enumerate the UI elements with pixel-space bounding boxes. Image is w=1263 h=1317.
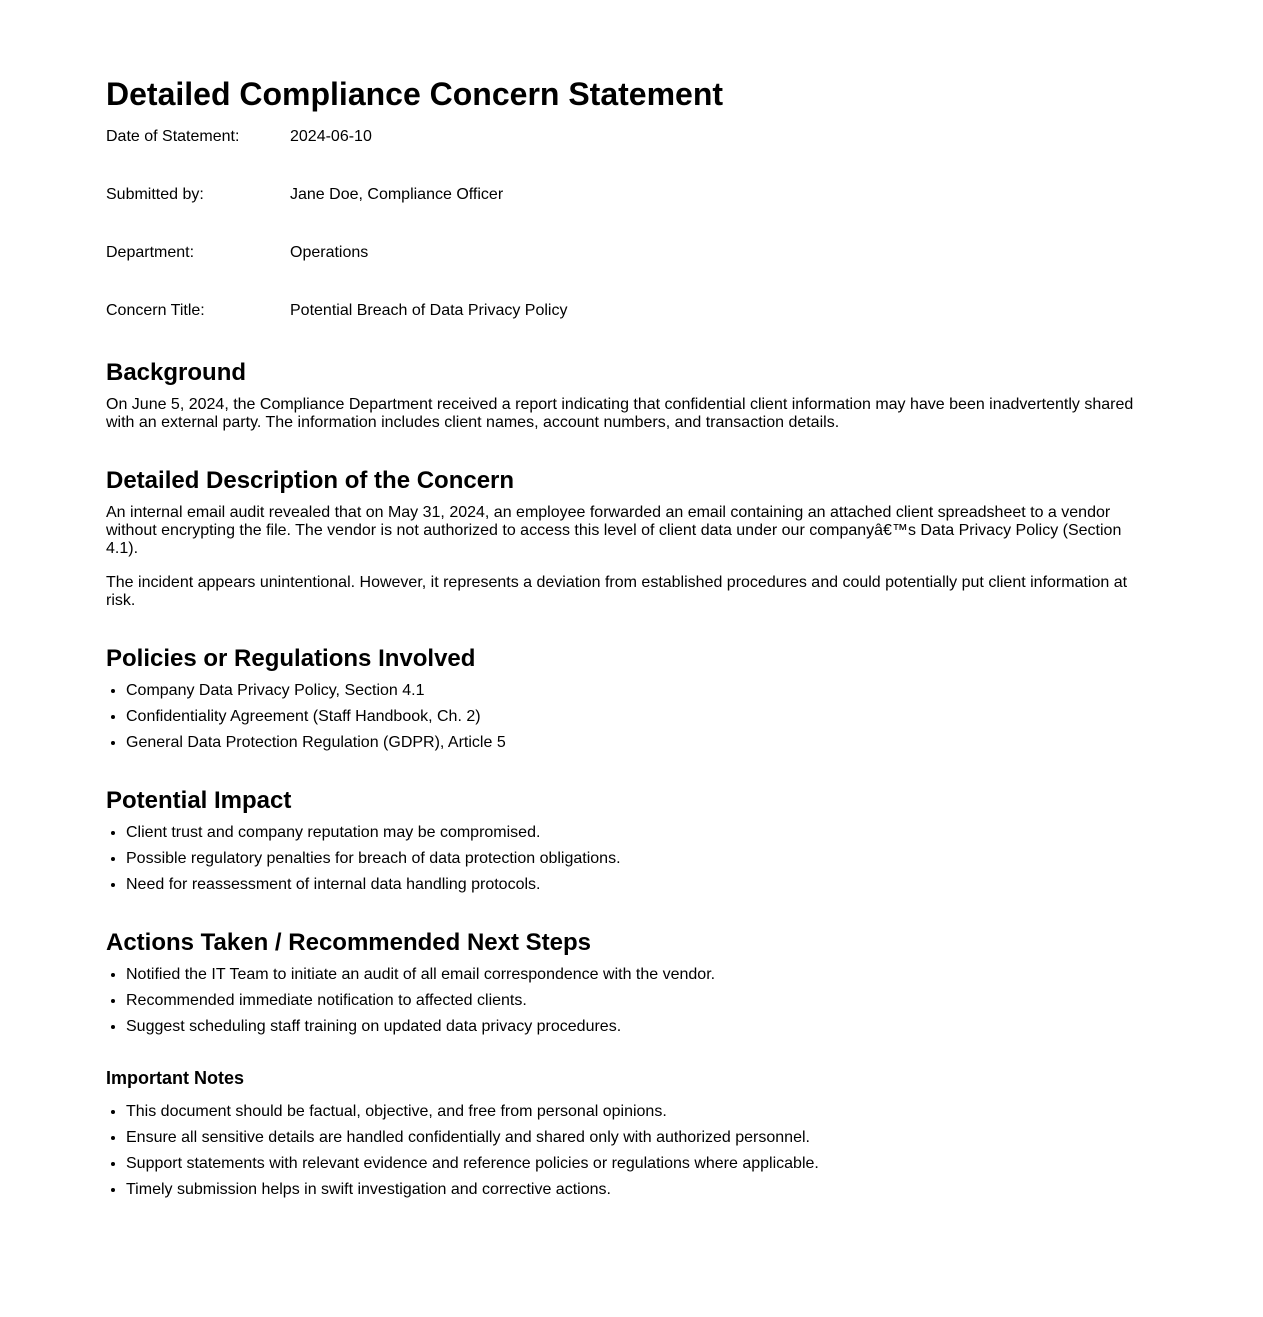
description-section	[106, 466, 1157, 610]
list-item: • Client trust and company reputation may be compromised.	[126, 824, 1157, 842]
list-item: • Notified the IT Team to initiate an audit of all email correspondence with the vendor.	[126, 966, 1157, 984]
description-paragraph: The incident appears unintentional. However, it represents a deviation from established procedures and could potentially put client information at risk.	[106, 574, 1128, 609]
meta-row-concern-title	[106, 300, 1157, 322]
section-heading: Policies or Regulations Involved	[106, 645, 476, 672]
actions-section	[106, 928, 1157, 1036]
section-heading: Actions Taken / Recommended Next Steps	[106, 929, 592, 956]
background-text: On June 5, 2024, the Compliance Department received a report indicating that confidential client information may have been inadvertently shared with an external party. The information includes client names, account numbers, and transaction details.	[106, 396, 1134, 431]
meta-value: Jane Doe, Compliance Officer	[290, 186, 504, 203]
policies-list	[106, 682, 1157, 752]
list-item: • Confidentiality Agreement (Staff Handbook, Ch. 2)	[126, 708, 1157, 726]
description-paragraph: An internal email audit revealed that on May 31, 2024, an employee forwarded an email containing an attached client spreadsheet to a vendor without encrypting the file. The vendor is not authorized to access this level of client data under our companyâ€™s Data Privacy Policy (Section 4.1).	[106, 504, 1122, 557]
list-item: • This document should be factual, objective, and free from personal opinions.	[126, 1103, 1157, 1121]
section-heading: Important Notes	[106, 1068, 245, 1088]
actions-list	[106, 966, 1157, 1036]
section-heading: Detailed Description of the Concern	[106, 467, 515, 494]
meta-label: Concern Title:	[106, 302, 205, 319]
list-item: • General Data Protection Regulation (GDPR), Article 5	[126, 734, 1157, 752]
list-item: • Need for reassessment of internal data handling protocols.	[126, 876, 1157, 894]
policies-section	[106, 644, 1157, 752]
impact-list	[106, 824, 1157, 894]
section-heading: Background	[106, 359, 247, 386]
meta-value: Operations	[290, 244, 369, 261]
meta-row-department	[106, 242, 1157, 264]
page-title: Detailed Compliance Concern Statement	[106, 76, 724, 112]
list-item: • Company Data Privacy Policy, Section 4.1	[126, 682, 1157, 700]
list-item: • Timely submission helps in swift investigation and corrective actions.	[126, 1181, 1157, 1199]
meta-label: Date of Statement:	[106, 128, 240, 145]
section-heading: Potential Impact	[106, 787, 292, 814]
notes-list	[106, 1103, 1157, 1199]
meta-row-date	[106, 126, 1157, 148]
list-item: • Support statements with relevant evidence and reference policies or regulations where applicable.	[126, 1155, 1157, 1173]
meta-label: Submitted by:	[106, 186, 204, 203]
meta-value: 2024-06-10	[290, 128, 372, 145]
statement-meta	[106, 126, 1157, 322]
list-item: • Suggest scheduling staff training on updated data privacy procedures.	[126, 1018, 1157, 1036]
meta-value: Potential Breach of Data Privacy Policy	[290, 302, 568, 319]
notes-section	[106, 1066, 1157, 1199]
impact-section	[106, 786, 1157, 894]
list-item: • Possible regulatory penalties for breach of data protection obligations.	[126, 850, 1157, 868]
list-item: • Ensure all sensitive details are handled confidentially and shared only with authorized personnel.	[126, 1129, 1157, 1147]
meta-label: Department:	[106, 244, 195, 261]
meta-row-submitted-by	[106, 184, 1157, 206]
list-item: • Recommended immediate notification to affected clients.	[126, 992, 1157, 1010]
background-section	[106, 358, 1157, 432]
